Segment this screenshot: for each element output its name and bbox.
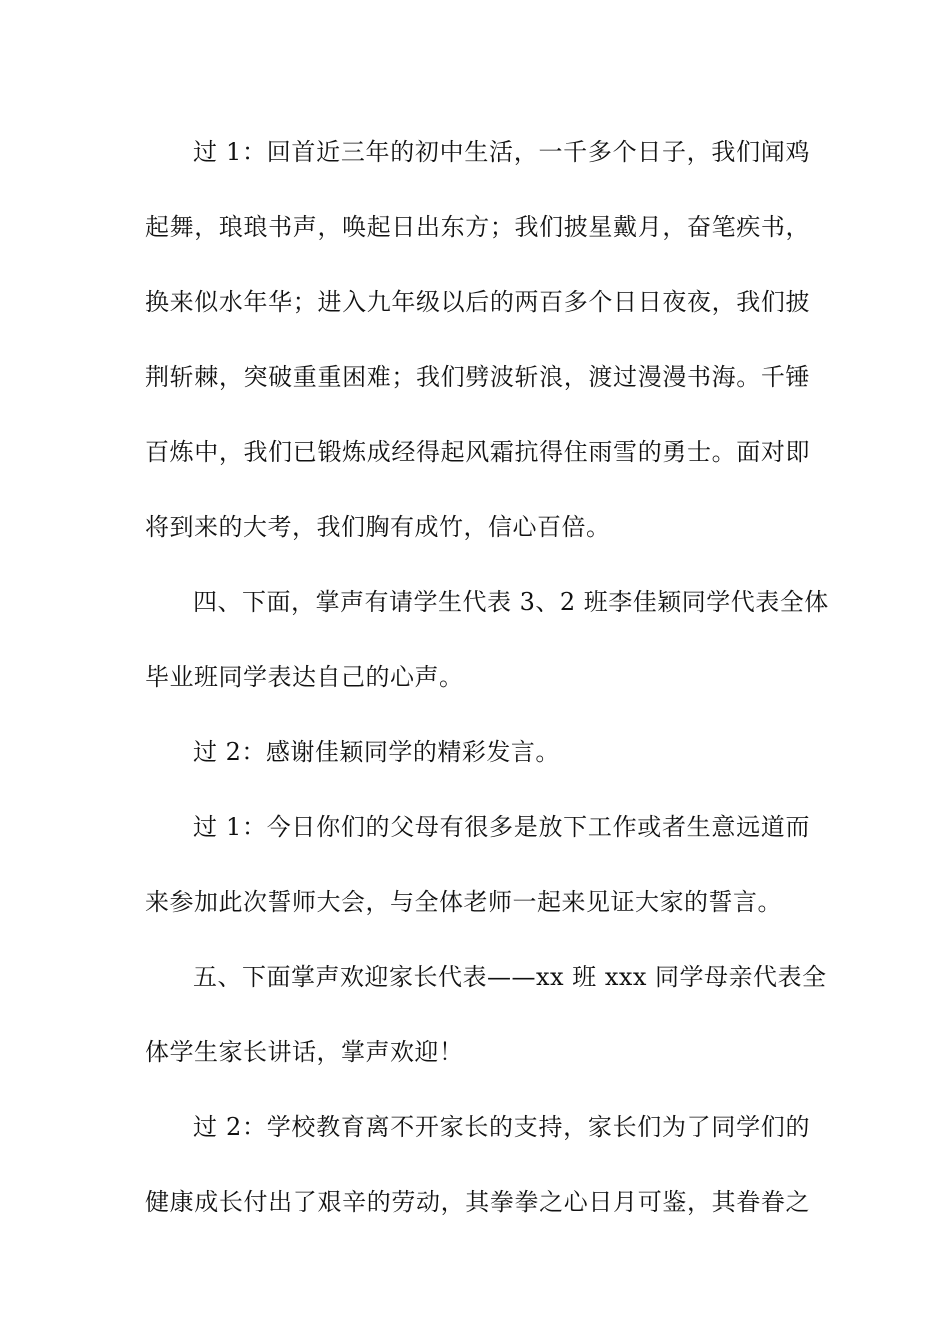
paragraph-1-line-3: 换来似水年华；进入九年级以后的两百多个日日夜夜，我们披 — [145, 288, 810, 316]
paragraph-1-line-5: 百炼中，我们已锻炼成经得起风霜抗得住雨雪的勇士。面对即 — [145, 438, 810, 466]
paragraph-3-line-1: 过 2：感谢佳颖同学的精彩发言。 — [193, 738, 560, 766]
paragraph-2-line-1: 四、下面，掌声有请学生代表 3、2 班李佳颖同学代表全体 — [193, 588, 829, 616]
paragraph-2-line-2: 毕业班同学表达自己的心声。 — [145, 663, 464, 691]
paragraph-4-line-1: 过 1：今日你们的父母有很多是放下工作或者生意远道而 — [193, 813, 810, 841]
paragraph-4-line-2: 来参加此次誓师大会，与全体老师一起来见证大家的誓言。 — [145, 888, 782, 916]
paragraph-1-line-2: 起舞，琅琅书声，唤起日出东方；我们披星戴月，奋笔疾书， — [145, 213, 810, 241]
paragraph-6-line-1: 过 2：学校教育离不开家长的支持，家长们为了同学们的 — [193, 1113, 810, 1141]
paragraph-5-line-1: 五、下面掌声欢迎家长代表——xx 班 xxx 同学母亲代表全 — [193, 963, 827, 991]
paragraph-1-line-4: 荆斩棘，突破重重困难；我们劈波斩浪，渡过漫漫书海。千锤 — [145, 363, 810, 391]
paragraph-6-line-2: 健康成长付出了艰辛的劳动，其拳拳之心日月可鉴，其眷眷之 — [145, 1188, 810, 1216]
paragraph-1-line-6: 将到来的大考，我们胸有成竹，信心百倍。 — [145, 513, 611, 541]
paragraph-5-line-2: 体学生家长讲话，掌声欢迎！ — [145, 1038, 464, 1066]
paragraph-1-line-1: 过 1：回首近三年的初中生活，一千多个日子，我们闻鸡 — [193, 138, 810, 166]
